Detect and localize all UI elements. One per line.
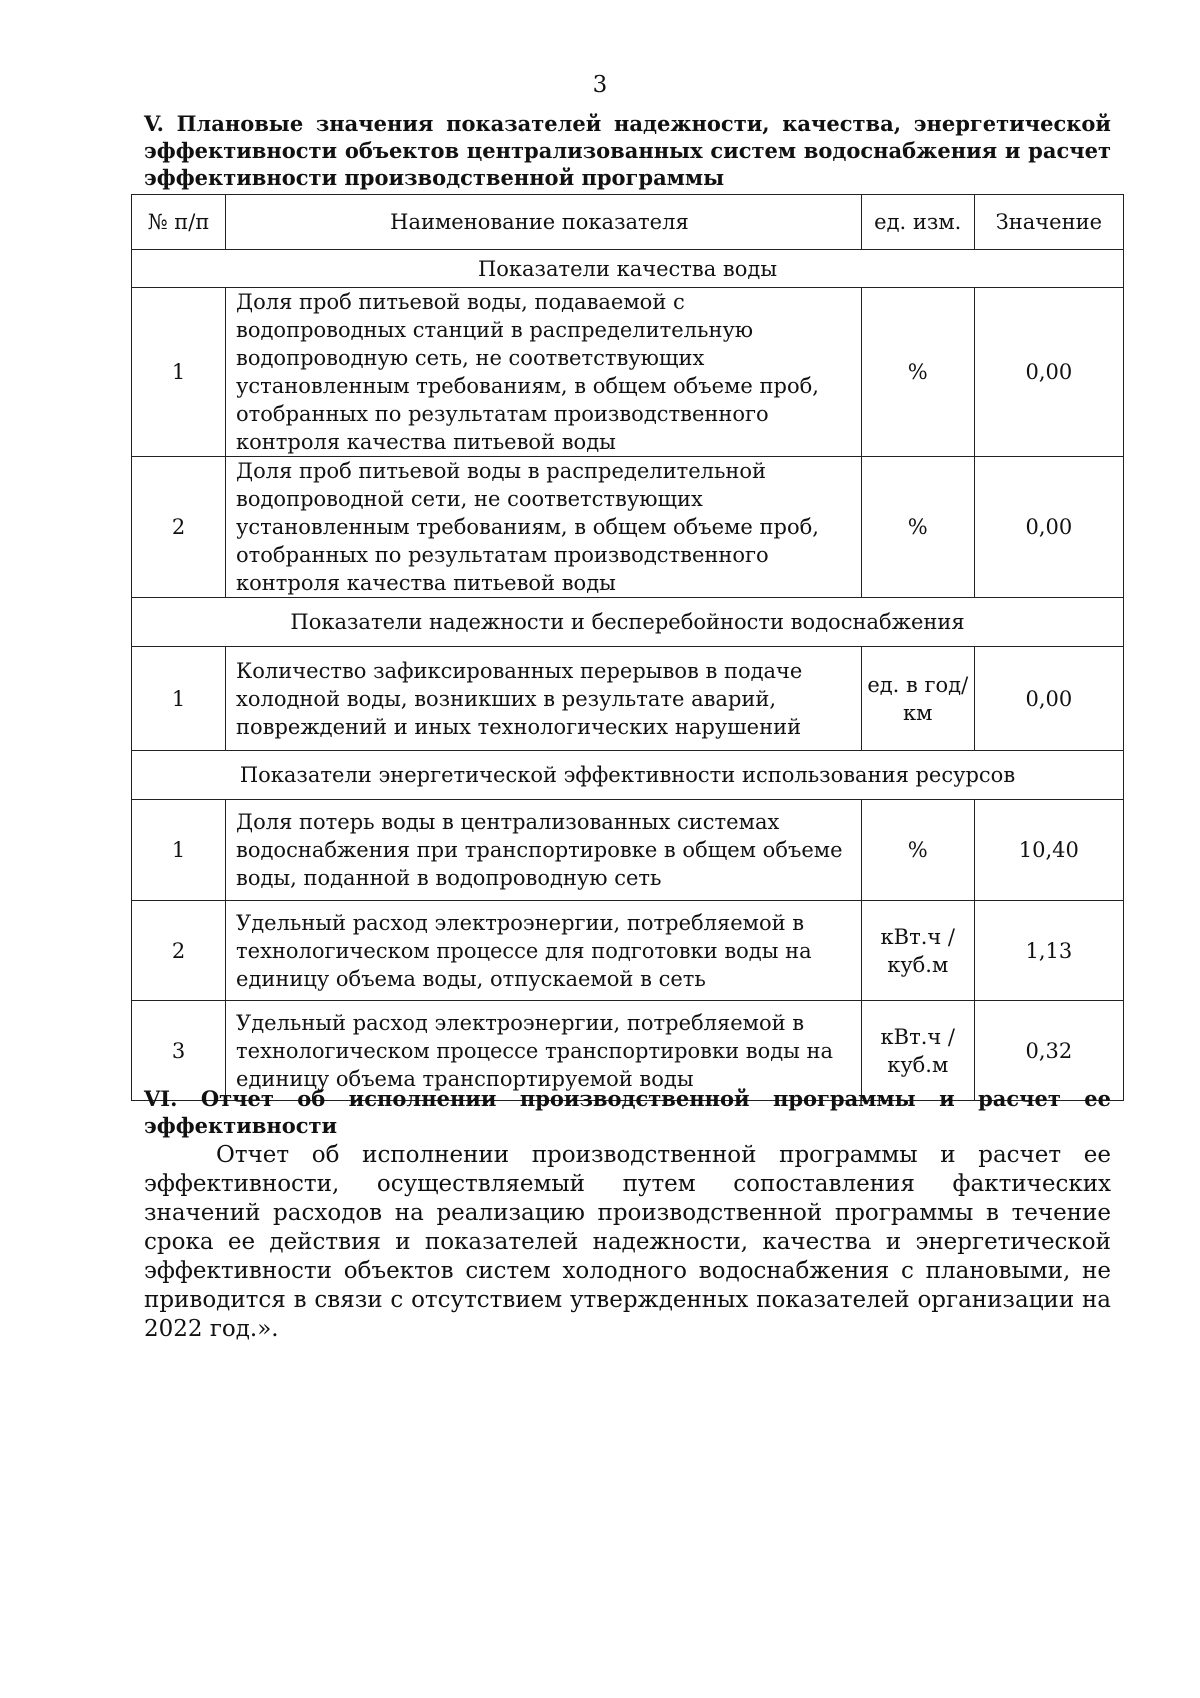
row-name: Количество зафиксированных перерывов в подаче холодной воды, возникших в результате аварий, повреждений и иных технологических нарушений: [226, 647, 862, 751]
row-num: 1: [132, 800, 226, 901]
table-row: [132, 288, 1124, 457]
row-value: 1,13: [974, 901, 1123, 1001]
header-name: Наименование показателя: [226, 195, 862, 250]
group-row-quality: [132, 250, 1124, 288]
row-value: 0,32: [974, 1001, 1123, 1101]
row-unit: %: [861, 800, 974, 901]
group-row-reliability: [132, 598, 1124, 647]
table-row: [132, 457, 1124, 598]
row-name: Удельный расход электроэнергии, потребляемой в технологическом процессе транспортировки воды на единицу объема транспортируемой воды: [226, 1001, 862, 1101]
row-unit: %: [861, 288, 974, 457]
group-row-energy: [132, 751, 1124, 800]
table-row: [132, 800, 1124, 901]
row-num: 1: [132, 647, 226, 751]
header-unit: ед. изм.: [861, 195, 974, 250]
header-value: Значение: [974, 195, 1123, 250]
section-6: [144, 1085, 1111, 1344]
table-row: [132, 647, 1124, 751]
row-num: 1: [132, 288, 226, 457]
row-value: 0,00: [974, 647, 1123, 751]
table-header-row: [132, 195, 1124, 250]
row-num: 3: [132, 1001, 226, 1101]
row-unit: ед. в год/ км: [861, 647, 974, 751]
row-value: 10,40: [974, 800, 1123, 901]
row-num: 2: [132, 901, 226, 1001]
row-value: 0,00: [974, 288, 1123, 457]
row-num: 2: [132, 457, 226, 598]
section-5: [144, 110, 1111, 191]
group-title: Показатели энергетической эффективности использования ресурсов: [132, 751, 1124, 800]
group-title: Показатели качества воды: [132, 250, 1124, 288]
table-row: [132, 901, 1124, 1001]
row-value: 0,00: [974, 457, 1123, 598]
row-name: Доля проб питьевой воды, подаваемой с водопроводных станций в распределительную водопроводную сеть, не соответствующих установленным требованиям, в общем объеме проб, отобранных по результатам производственного контроля качества питьевой воды: [226, 288, 862, 457]
row-name: Доля проб питьевой воды в распределительной водопроводной сети, не соответствующих установленным требованиям, в общем объеме проб, отобранных по результатам производственного контроля качества питьевой воды: [226, 457, 862, 598]
page-number: 3: [592, 72, 608, 98]
section-6-paragraph: Отчет об исполнении производственной программы и расчет ее эффективности, осуществляемый путем сопоставления фактических значений расходов на реализацию производственной программы в течение срока ее действия и показателей надежности, качества и энергетической эффективности объектов систем холодного водоснабжения с плановыми, не приводится в связи с отсутствием утвержденных показателей организации на 2022 год.».: [144, 1142, 1111, 1342]
row-name: Доля потерь воды в централизованных системах водоснабжения при транспортировке в общем объеме воды, поданной в водопроводную сеть: [226, 800, 862, 901]
row-unit: %: [861, 457, 974, 598]
header-num: № п/п: [132, 195, 226, 250]
section-5-title: V. Плановые значения показателей надежности, качества, энергетической эффективности объектов централизованных систем водоснабжения и расчет эффективности производственной программы: [144, 111, 1111, 190]
group-title: Показатели надежности и бесперебойности водоснабжения: [132, 598, 1124, 647]
indicators-table: [131, 194, 1124, 1101]
row-unit: кВт.ч / куб.м: [861, 901, 974, 1001]
section-6-title: VI. Отчет об исполнении производственной программы и расчет ее эффективности: [144, 1086, 1111, 1138]
row-unit: кВт.ч / куб.м: [861, 1001, 974, 1101]
row-name: Удельный расход электроэнергии, потребляемой в технологическом процессе для подготовки воды на единицу объема воды, отпускаемой в сеть: [226, 901, 862, 1001]
